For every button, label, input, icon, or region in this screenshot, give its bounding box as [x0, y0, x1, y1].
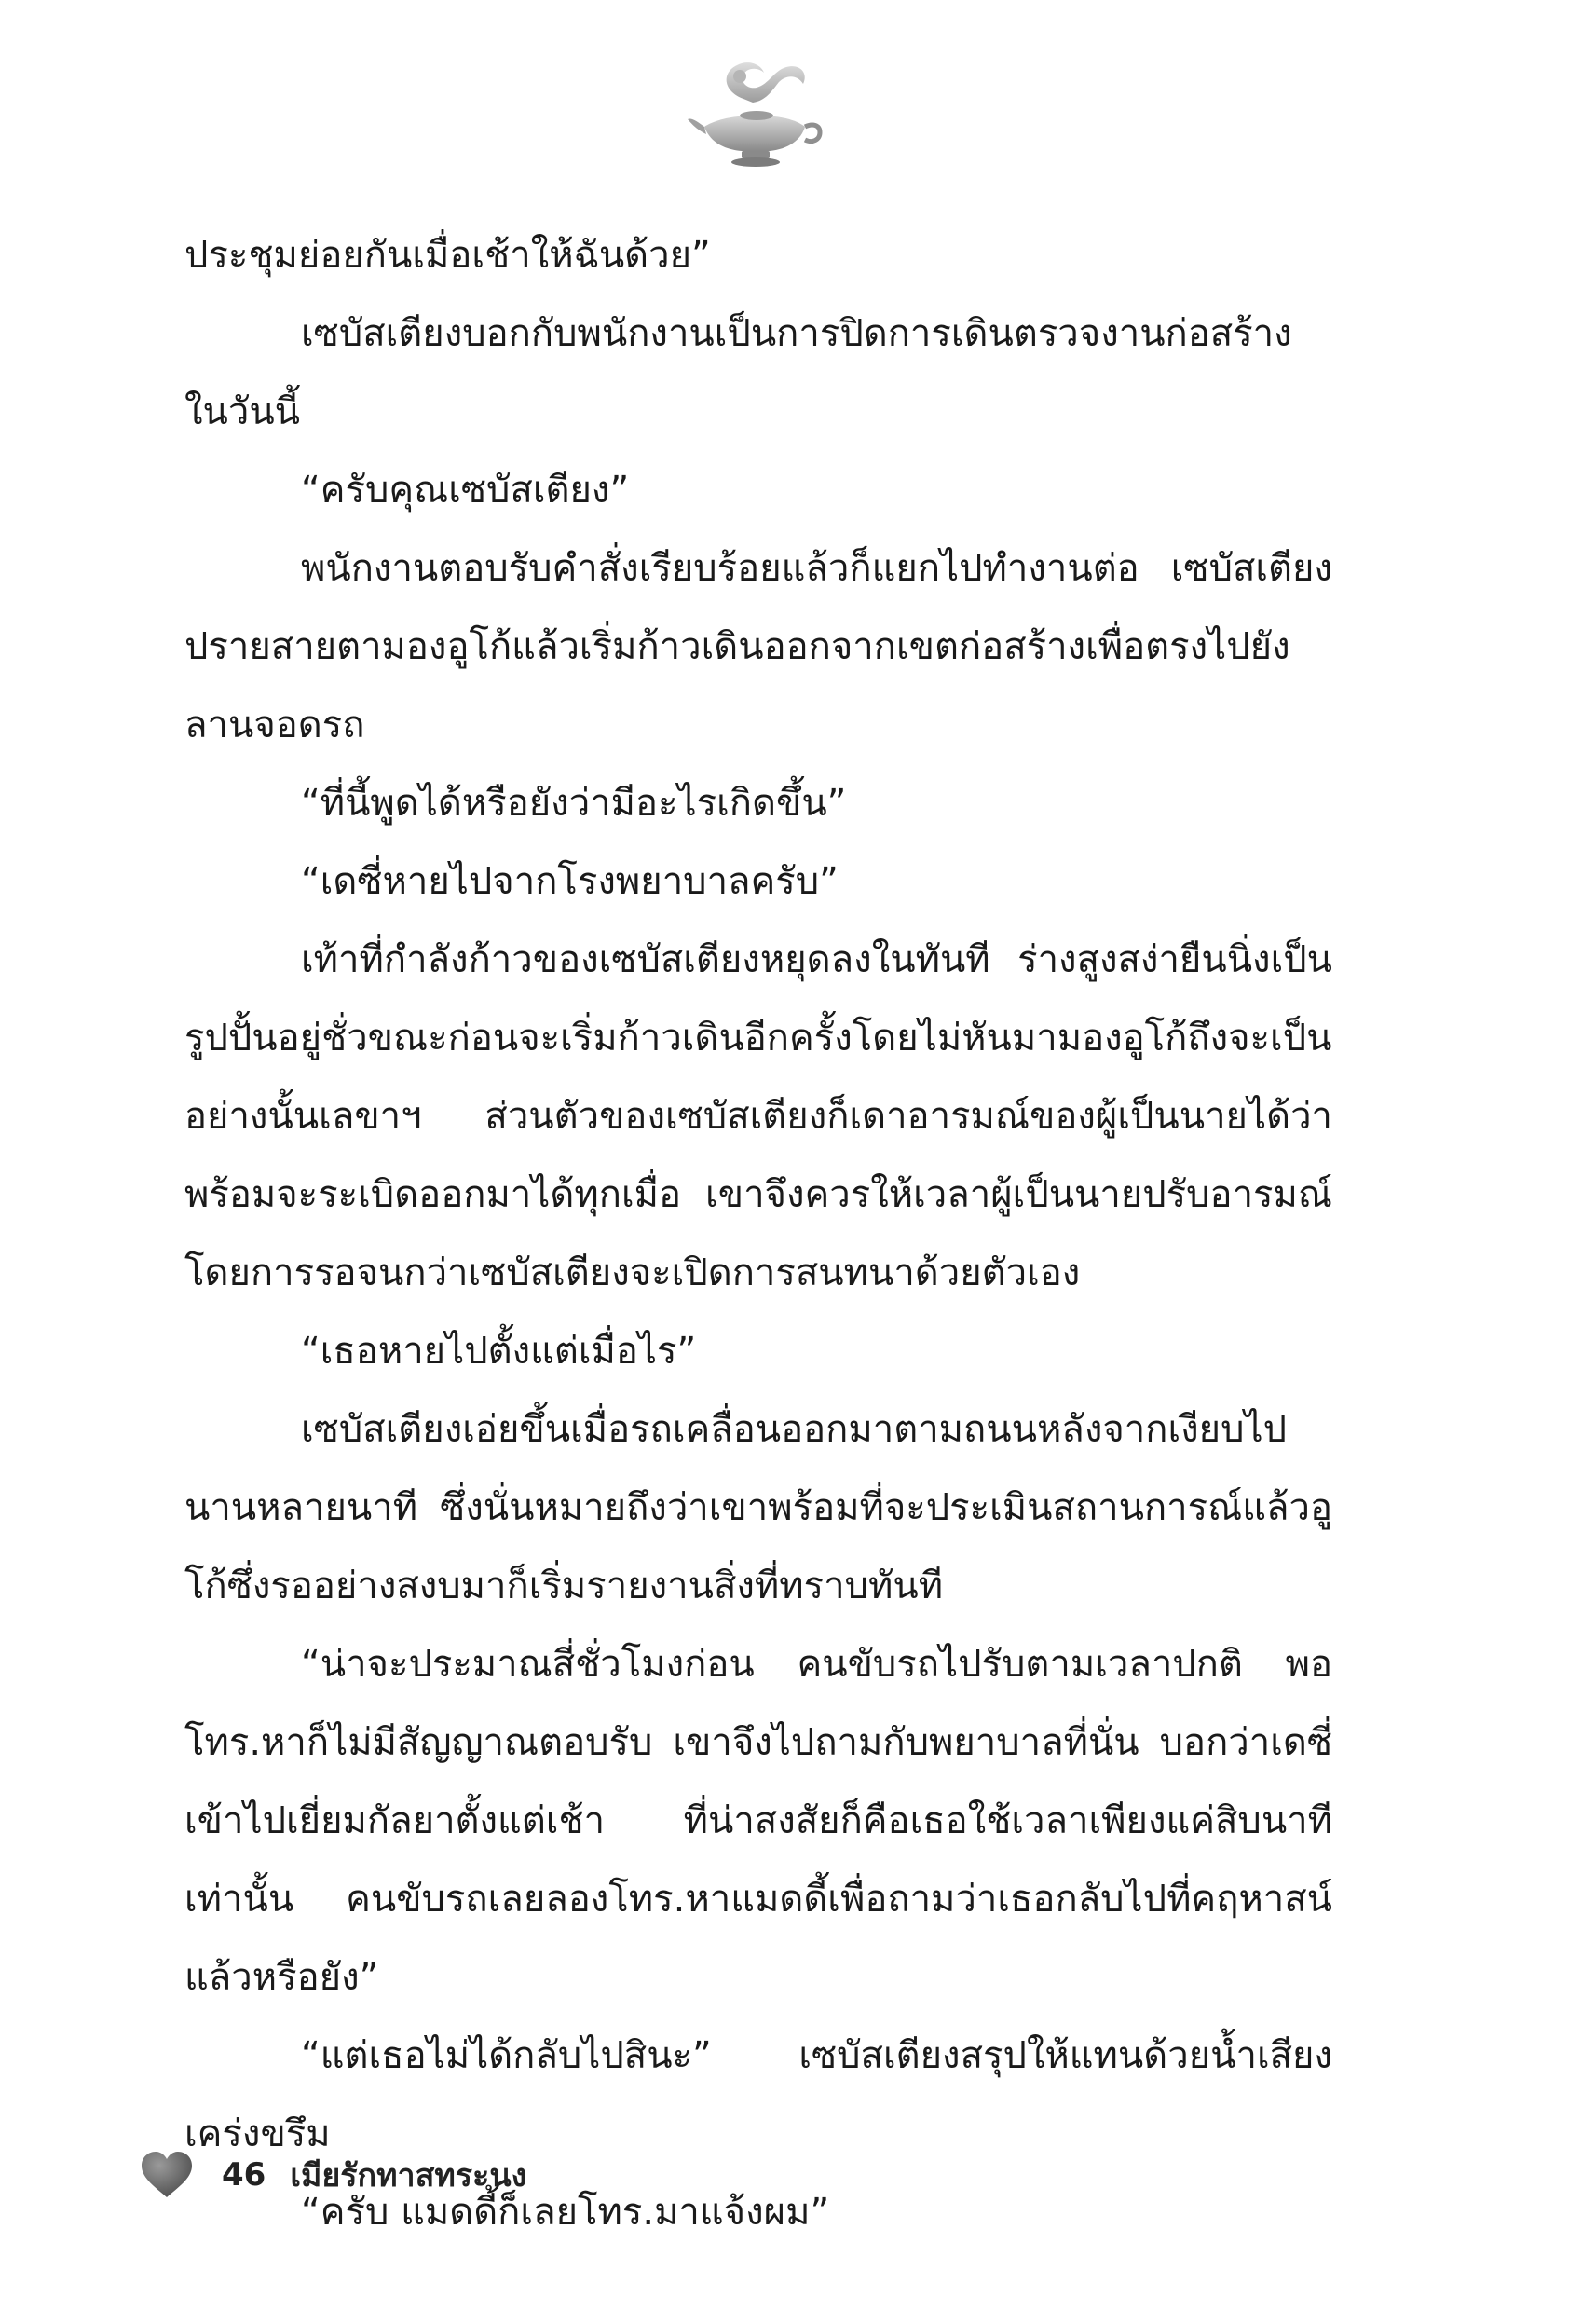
- book-title: เมียรักทาสทระนง: [290, 2157, 527, 2195]
- paragraph: “เดซี่หายไปจากโรงพยาบาลครับ”: [301, 860, 839, 903]
- paragraph: “เธอหายไปตั้งแต่เมื่อไร”: [301, 1330, 697, 1373]
- genie-lamp-icon: [686, 54, 825, 175]
- paragraph: เซบัสเตียงบอกกับพนักงานเป็นการปิดการเดินตรวจงานก่อสร้างในวันนี้: [184, 312, 1292, 433]
- paragraph: เซบัสเตียงเอ่ยขึ้นเมื่อรถเคลื่อนออกมาตามถนนหลังจากเงียบไปนานหลายนาที ซึ่งนั่นหมายถึงว่าเขาพร้อมที่จะประเมินสถานการณ์แล้วอูโก้ซึ่งรออย่างสงบมาก็เริ่มรายงานสิ่งที่ทราบทันที: [184, 1408, 1332, 1607]
- paragraph: “แต่เธอไม่ได้กลับไปสินะ” เซบัสเตียงสรุปให้แทนด้วยน้ำเสียงเคร่งขรึม: [184, 2034, 1332, 2155]
- paragraph: ประชุมย่อยกันเมื่อเช้าให้ฉันด้วย”: [184, 234, 711, 277]
- paragraph: “น่าจะประมาณสี่ชั่วโมงก่อน คนขับรถไปรับตามเวลาปกติ พอโทร.หาก็ไม่มีสัญญาณตอบรับ เขาจึงไปถามกับพยาบาลที่นั่น บอกว่าเดซี่เข้าไปเยี่ยมกัลยาตั้งแต่เช้า ที่น่าสงสัยก็คือเธอใช้เวลาเพียงแค่สิบนาทีเท่านั้น คนขับรถเลยลองโทร.หาแมดดี้เพื่อถามว่าเธอกลับไปที่คฤหาสน์แล้วหรือยัง”: [184, 1643, 1332, 1999]
- paragraph: เท้าที่กำลังก้าวของเซบัสเตียงหยุดลงในทันที ร่างสูงสง่ายืนนิ่งเป็นรูปปั้นอยู่ชั่วขณะก่อนจะเริ่มก้าวเดินอีกครั้งโดยไม่หันมามองอูโก้ถึงจะเป็นอย่างนั้นเลขาฯ ส่วนตัวของเซบัสเตียงก็เดาอารมณ์ของผู้เป็นนายได้ว่าพร้อมจะระเบิดออกมาได้ทุกเมื่อ เขาจึงควรให้เวลาผู้เป็นนายปรับอารมณ์โดยการรอจนกว่าเซบัสเตียงจะเปิดการสนทนาด้วยตัวเอง: [184, 938, 1332, 1294]
- paragraph: “ครับ แมดดี้ก็เลยโทร.มาแจ้งผม”: [301, 2191, 830, 2234]
- paragraph: “ที่นี้พูดได้หรือยังว่ามีอะไรเกิดขึ้น”: [301, 782, 847, 825]
- page-footer: [140, 2145, 526, 2205]
- body-text: [184, 216, 1332, 2251]
- paragraph: “ครับคุณเซบัสเตียง”: [301, 469, 630, 512]
- paragraph: พนักงานตอบรับคำสั่งเรียบร้อยแล้วก็แยกไปทำงานต่อ เซบัสเตียงปรายสายตามองอูโก้แล้วเริ่มก้าวเดินออกจากเขตก่อสร้างเพื่อตรงไปยังลานจอดรถ: [184, 547, 1332, 746]
- heart-icon: [140, 2151, 194, 2199]
- page-number: 46: [222, 2156, 266, 2194]
